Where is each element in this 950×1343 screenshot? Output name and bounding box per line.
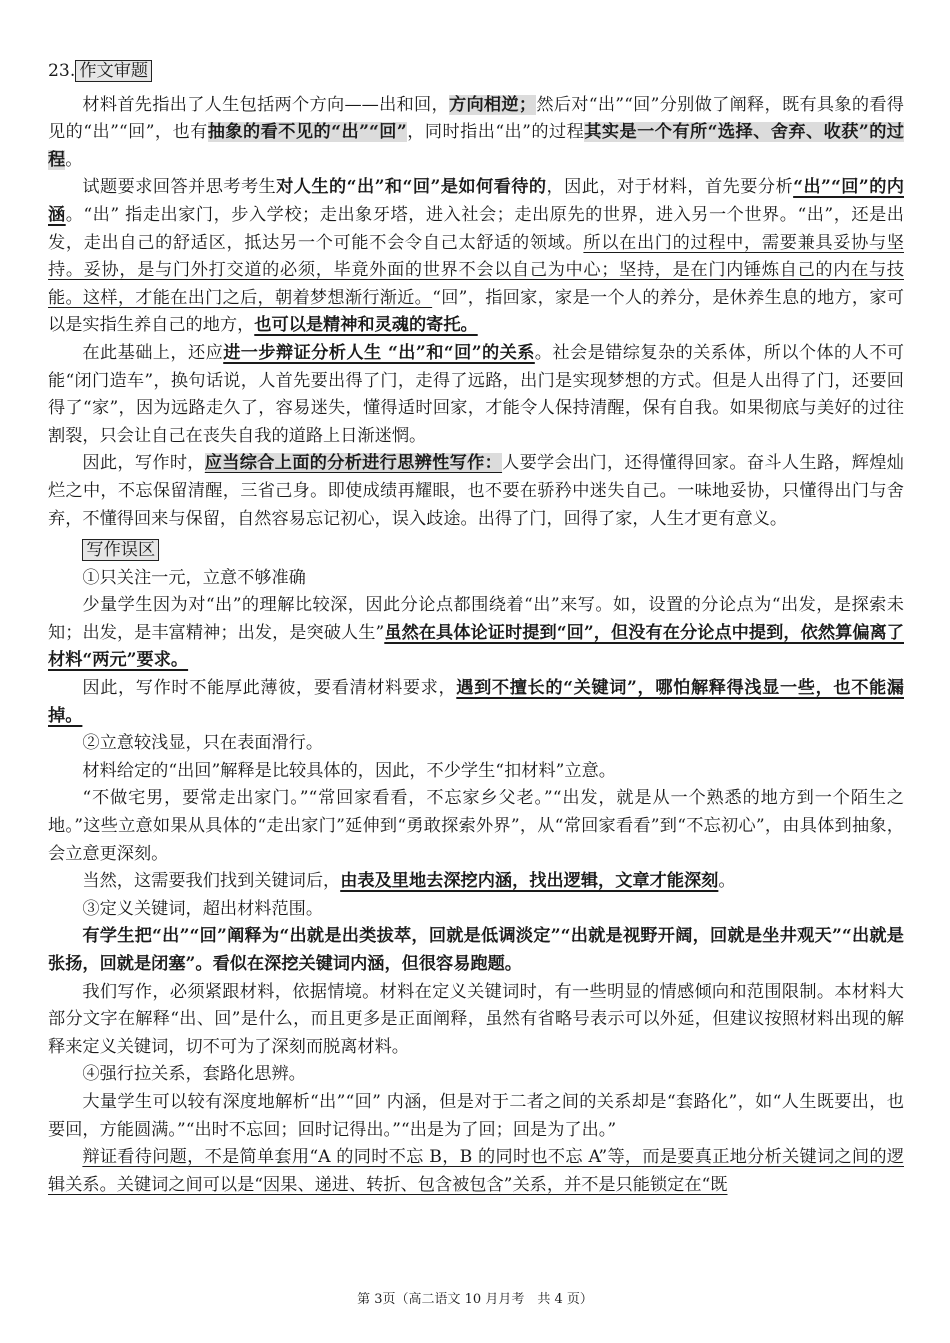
mistake-2-advice: 当然，这需要我们找到关键词后，由表及里地去深挖内涵，找出逻辑，文章才能深刻。: [82, 871, 736, 892]
mistake-2-title: ②立意较浅显，只在表面滑行。: [82, 733, 324, 754]
bold-phrase: 对人生的“出”和“回”是如何看待的: [276, 177, 547, 198]
paragraph-3: 在此基础上，还应进一步辩证分析人生 “出”和“回”的关系。社会是错综复杂的关系体，所以个体的人不可能“闭门造车”，换句话说，人首先要出得了门，走得了远路，出门是实现梦想的方式。但是人出得了门，还要回得了“家”，因为远路走久了，容易迷失，懂得适时回家，才能令人保持清醒，保有自我。如果彻底与美好的过往割裂，只会让自己在丧失自我的道路上日渐迷惘。: [48, 342, 904, 446]
paragraph-1: 材料首先指出了人生包括两个方向——出和回，方向相逆；然后对“出”“回”分别做了阐释，既有具象的看得见的“出”“回”，也有抽象的看不见的“出”“回”，同时指出“出”的过程其实是一个有所“选择、舍弃、收获”的过程。: [48, 94, 904, 170]
paragraph-2: 试题要求回答并思考考生对人生的“出”和“回”是如何看待的，因此，对于材料，首先要分析“出”“回”的内涵。“出” 指走出家门，步入学校；走出象牙塔，进入社会；走出原先的世界，进入另一个世界。“出”，还是出发，走出自己的舒适区，抵达另一个可能不会令自己太舒适的领域。所以在出门的过程中，需要兼具妥协与坚持。妥协，是与门外打交道的必须，毕竟外面的世界不会以自己为中心；坚持，是在门内锤炼自己的内在与技能。这样，才能在出门之后，朝着梦想渐行渐近。“回”，指回家，家是一个人的养分，是休养生息的地方，家可以是实指生养自己的地方，也可以是精神和灵魂的寄托。: [48, 177, 904, 336]
mistake-2-body: 材料给定的“出回”解释是比较具体的，因此，不少学生“扣材料”立意。: [82, 760, 616, 781]
highlight-1: 方向相逆；: [448, 94, 537, 115]
bold-underline-phrase: 进一步辩证分析人生 “出”和“回”的关系: [223, 342, 535, 363]
mistake-2-examples: “不做宅男，要常走出家门。”“常回家看看，不忘家乡父老。”“出发，就是从一个熟悉的地方到一个陌生之地。”这些立意如果从具体的“走出家门”延伸到“勇敢探索外界”，从“常回家看看”到“不忘初心”，由具体到抽象，会立意更深刻。: [48, 788, 904, 864]
heading-title: 作文审题: [75, 60, 152, 82]
highlight-2: 抽象的看不见的“出”“回”: [207, 122, 407, 143]
bold-underline-phrase: 虽然在具体论证时提到“回”，但没有在分论点中提到，依然算偏离了材料“两元”要求。: [48, 622, 904, 671]
mistake-1-body: 少量学生因为对“出”的理解比较深，因此分论点都围绕着“出”来写。如，设置的分论点为“出发，是探索未知；出发，是丰富精神；出发，是突破人生”虽然在具体论证时提到“回”，但没有在分论点中提到，依然算偏离了材料“两元”要求。: [48, 595, 904, 671]
mistake-3-title: ③定义关键词，超出材料范围。: [82, 898, 324, 919]
mistake-4-title: ④强行拉关系，套路化思辨。: [82, 1064, 306, 1085]
mistake-3-body: 我们写作，必须紧跟材料，依据情境。材料在定义关键词时，有一些明显的情感倾向和范围限制。本材料大部分文字在解释“出、回”是什么，而且更多是正面阐释，虽然有省略号表示可以外延，但建议按照材料出现的解释来定义关键词，切不可为了深刻而脱离材料。: [48, 981, 904, 1057]
mistake-1-advice: 因此，写作时不能厚此薄彼，要看清材料要求，遇到不擅长的“关键词”，哪怕解释得浅显一些，也不能漏掉。: [48, 678, 904, 726]
paragraph-4: 因此，写作时，应当综合上面的分析进行思辨性写作：人要学会出门，还得懂得回家。奋斗人生路，辉煌灿烂之中，不忘保留清醒，三省己身。即使成绩再耀眼，也不要在骄矜中迷失自己。一味地妥协，只懂得出门与舍弃，不懂得回来与保留，自然容易忘记初心，误入歧途。出得了门，回得了家，人生才更有意义。: [48, 453, 904, 529]
document-page: [48, 58, 904, 1199]
section-heading: [48, 537, 904, 565]
bold-underline-phrase: 也可以是精神和灵魂的寄托。: [254, 315, 478, 336]
mistake-4-advice: [48, 1144, 904, 1199]
section-title: 写作误区: [82, 539, 159, 561]
bold-underline-phrase: 遇到不擅长的“关键词”，哪怕解释得浅显一些，也不能漏掉。: [48, 678, 904, 726]
highlight-3: 其实是一个有所“选择、舍弃、收获”的过程: [48, 122, 904, 170]
mistake-4-body: 大量学生可以较有深度地解析“出”“回” 内涵，但是对于二者之间的关系却是“套路化”，如“人生既要出，也要回，方能圆满。”“出时不忘回；回时记得出。”“出是为了回；回是为了出。”: [48, 1091, 904, 1140]
underlined-passage: 所以在出门的过程中，需要兼具妥协与坚持。妥协，是与门外打交道的必须，毕竟外面的世界不会以自己为中心；坚持，是在门内锤炼自己的内在与技能。这样，才能在出门之后，朝着梦想渐行渐近。: [48, 232, 904, 308]
page-footer: 第 3页（高二语文 10 月月考 共 4 页）: [357, 1292, 593, 1307]
question-heading: [48, 58, 904, 86]
mistake-3-bold-body: 有学生把“出”“回”阐释为“出就是出类拔萃，回就是低调淡定”“出就是视野开阔，回就是坐井观天”“出就是张扬，回就是闭塞”。看似在深挖关键词内涵，但很容易跑题。: [48, 926, 904, 974]
bold-underline-phrase: 由表及里地去深挖内涵，找出逻辑，文章才能深刻: [340, 871, 719, 892]
underlined-passage: 辩证看待问题，不是简单套用“A 的同时不忘 B，B 的同时也不忘 A”等，而是要真正地分析关键词之间的逻辑关系。关键词之间可以是“因果、递进、转折、包含被包含”关系，并不是只能锁定在“既: [48, 1147, 904, 1195]
bold-underline-phrase: “出”“回”的内涵: [48, 177, 904, 225]
mistake-1-title: ①只关注一元，立意不够准确: [82, 567, 306, 588]
highlight-underline-phrase: 应当综合上面的分析进行思辨性写作：: [204, 453, 503, 474]
question-number: 23.: [48, 61, 76, 81]
